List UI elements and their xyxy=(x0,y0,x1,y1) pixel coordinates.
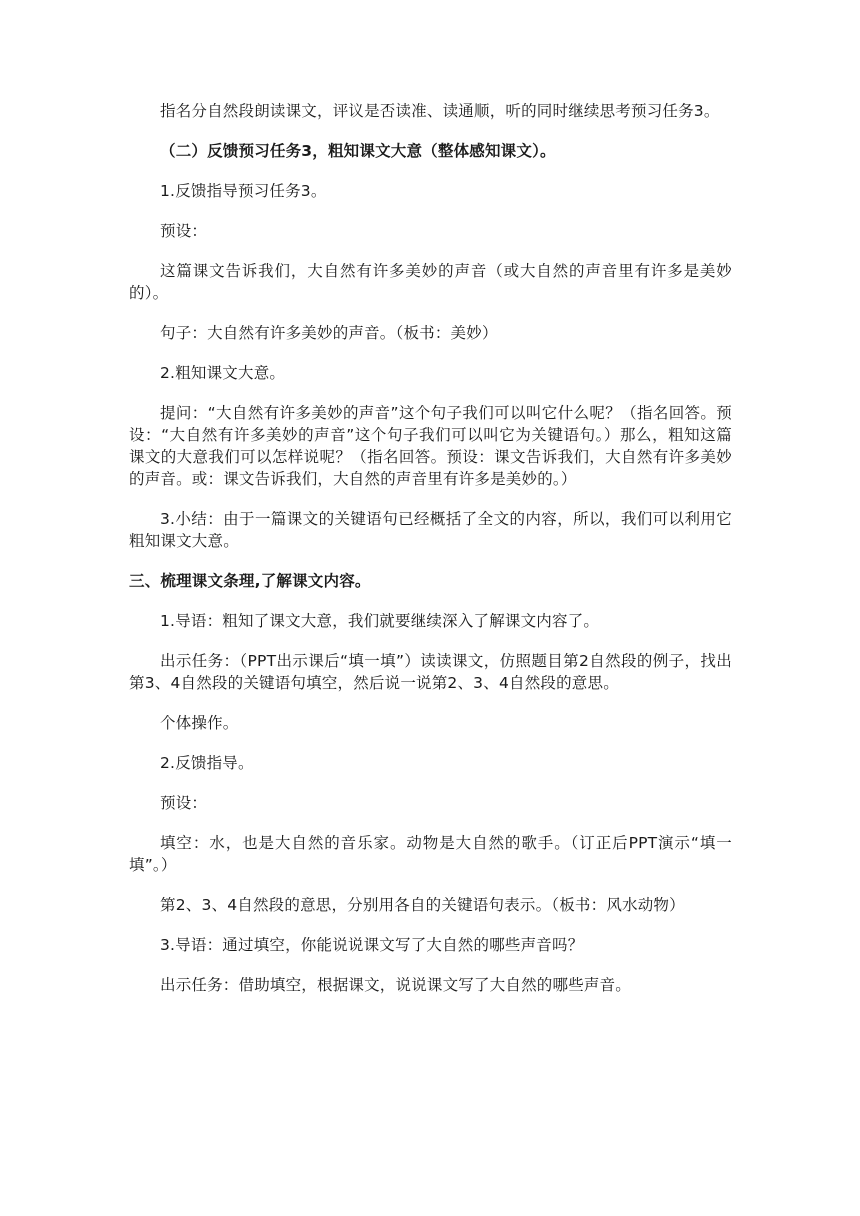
section-heading-feedback: （二）反馈预习任务3，粗知课文大意（整体感知课文）。 xyxy=(160,142,556,160)
paragraph-question: 提问：“大自然有许多美妙的声音”这个句子我们可以叫它什么呢？（指名回答。预设：“大自然有许多美妙的声音”这个句子我们可以叫它为关键语句。）那么，粗知这篇课文的大意我们可以怎样说呢？（指名回答。预设：课文告诉我们，大自然有许多美妙的声音。或：课文告诉我们，大自然的声音里有许多是美妙的。） xyxy=(129,404,732,488)
paragraph-step-2: 2.粗知课文大意。 xyxy=(160,364,286,382)
paragraph-sentence: 句子：大自然有许多美妙的声音。（板书：美妙） xyxy=(160,324,498,342)
section-heading-structure: 三、梳理课文条理,了解课文内容。 xyxy=(129,572,371,590)
paragraph-feedback: 2.反馈指导。 xyxy=(160,754,254,772)
paragraph-task-2: 出示任务：借助填空，根据课文，说说课文写了大自然的哪些声音。 xyxy=(160,976,632,994)
paragraph-preset: 预设： xyxy=(160,222,208,240)
paragraph-intro: 1.导语：粗知了课文大意，我们就要继续深入了解课文内容了。 xyxy=(160,612,600,630)
paragraph-summary: 这篇课文告诉我们，大自然有许多美妙的声音（或大自然的声音里有许多是美妙的）。 xyxy=(129,262,732,302)
paragraph-fill-in: 填空：水，也是大自然的音乐家。动物是大自然的歌手。（订正后PPT演示“填一填”。） xyxy=(129,834,732,874)
paragraph-preset-2: 预设： xyxy=(160,794,208,812)
paragraph-step-1: 1.反馈指导预习任务3。 xyxy=(160,182,327,200)
paragraph-conclusion: 3.小结：由于一篇课文的关键语句已经概括了全文的内容，所以，我们可以利用它粗知课文大意。 xyxy=(129,510,732,550)
paragraph-meaning: 第2、3、4自然段的意思，分别用各自的关键语句表示。（板书：风水动物） xyxy=(160,896,685,914)
paragraph-reading: 指名分自然段朗读课文，评议是否读准、读通顺，听的同时继续思考预习任务3。 xyxy=(160,102,720,120)
paragraph-task: 出示任务：（PPT出示课后“填一填”）读读课文，仿照题目第2自然段的例子，找出第3、4自然段的关键语句填空，然后说一说第2、3、4自然段的意思。 xyxy=(129,652,732,692)
paragraph-individual: 个体操作。 xyxy=(160,714,239,732)
paragraph-step-3: 3.导语：通过填空，你能说说课文写了大自然的哪些声音吗？ xyxy=(160,936,584,954)
